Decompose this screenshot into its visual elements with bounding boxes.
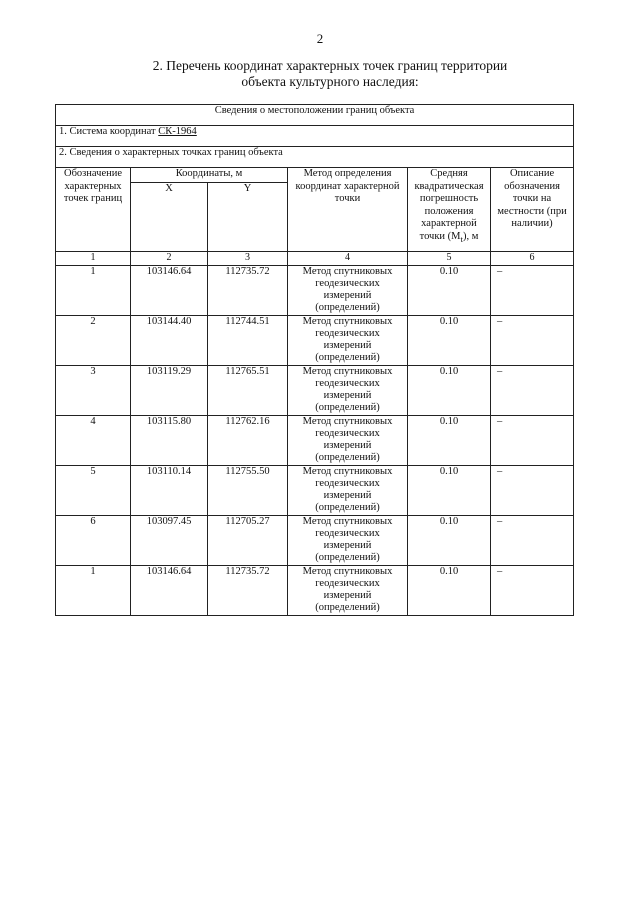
error-cell: 0.10 [408, 465, 491, 515]
column-number: 1 [56, 252, 131, 266]
error-cell: 0.10 [408, 565, 491, 615]
method-cell: Метод спутниковых геодезических измерений (определений) [288, 365, 408, 415]
point-id: 2 [56, 315, 131, 365]
x-coordinate: 103144.40 [131, 315, 208, 365]
section-title-cell [56, 105, 574, 126]
table-row [56, 265, 574, 315]
method-cell: Метод спутниковых геодезических измерений (определений) [288, 265, 408, 315]
x-coordinate: 103110.14 [131, 465, 208, 515]
header-designation: Обозначение характерных точек границ [56, 168, 131, 252]
x-coordinate: 103097.45 [131, 515, 208, 565]
coord-system-cell [56, 126, 574, 147]
y-coordinate: 112744.51 [208, 315, 288, 365]
description-cell: – [491, 415, 574, 465]
table-row [56, 415, 574, 465]
point-id: 4 [56, 415, 131, 465]
column-number: 6 [491, 252, 574, 266]
y-coordinate: 112705.27 [208, 515, 288, 565]
error-cell: 0.10 [408, 415, 491, 465]
description-cell: – [491, 465, 574, 515]
point-id: 6 [56, 515, 131, 565]
header-coordinates: Координаты, м [131, 168, 288, 183]
boundary-coordinates-table [55, 104, 574, 616]
heading-line-1: 2. Перечень координат характерных точек границ территории [152, 58, 508, 73]
description-cell: – [491, 265, 574, 315]
points-section-label: 2. Сведения о характерных точках границ объекта [59, 147, 283, 158]
y-coordinate: 112735.72 [208, 565, 288, 615]
description-cell: – [491, 515, 574, 565]
y-coordinate: 112762.16 [208, 415, 288, 465]
method-cell: Метод спутниковых геодезических измерений (определений) [288, 465, 408, 515]
table-row [56, 465, 574, 515]
error-cell: 0.10 [408, 265, 491, 315]
method-cell: Метод спутниковых геодезических измерений (определений) [288, 515, 408, 565]
y-coordinate: 112755.50 [208, 465, 288, 515]
column-number: 4 [288, 252, 408, 266]
header-x: X [131, 183, 208, 252]
method-cell: Метод спутниковых геодезических измерений (определений) [288, 565, 408, 615]
column-number: 2 [131, 252, 208, 266]
header-method: Метод определения координат характерной точки [288, 168, 408, 252]
x-coordinate: 103146.64 [131, 565, 208, 615]
error-cell: 0.10 [408, 515, 491, 565]
x-coordinate: 103119.29 [131, 365, 208, 415]
point-id: 1 [56, 265, 131, 315]
heading-line-2: объекта культурного наследия: [241, 74, 419, 89]
table-row [56, 565, 574, 615]
section-title: Сведения о местоположении границ объекта [214, 105, 415, 116]
point-id: 5 [56, 465, 131, 515]
table-row [56, 315, 574, 365]
header-description: Описание обозначения точки на местности (при наличии) [491, 168, 574, 252]
header-y: Y [208, 183, 288, 252]
description-cell: – [491, 315, 574, 365]
column-number: 5 [408, 252, 491, 266]
coord-system-value: СК-1964 [158, 126, 197, 137]
y-coordinate: 112735.72 [208, 265, 288, 315]
y-coordinate: 112765.51 [208, 365, 288, 415]
point-id: 3 [56, 365, 131, 415]
header-error: Средняя квадратическая погрешность положения характерной точки $(M_t)$, м [408, 168, 491, 252]
document-heading [120, 58, 540, 90]
points-section-cell [56, 147, 574, 168]
table-row [56, 365, 574, 415]
error-cell: 0.10 [408, 365, 491, 415]
description-cell: – [491, 565, 574, 615]
coord-system-label: 1. Система координат [59, 126, 159, 137]
method-cell: Метод спутниковых геодезических измерений (определений) [288, 315, 408, 365]
column-numbers-row [56, 252, 574, 266]
x-coordinate: 103146.64 [131, 265, 208, 315]
point-id: 1 [56, 565, 131, 615]
x-coordinate: 103115.80 [131, 415, 208, 465]
method-cell: Метод спутниковых геодезических измерений (определений) [288, 415, 408, 465]
error-cell: 0.10 [408, 315, 491, 365]
column-number: 3 [208, 252, 288, 266]
page-number: 2 [316, 31, 324, 46]
table-row [56, 515, 574, 565]
description-cell: – [491, 365, 574, 415]
